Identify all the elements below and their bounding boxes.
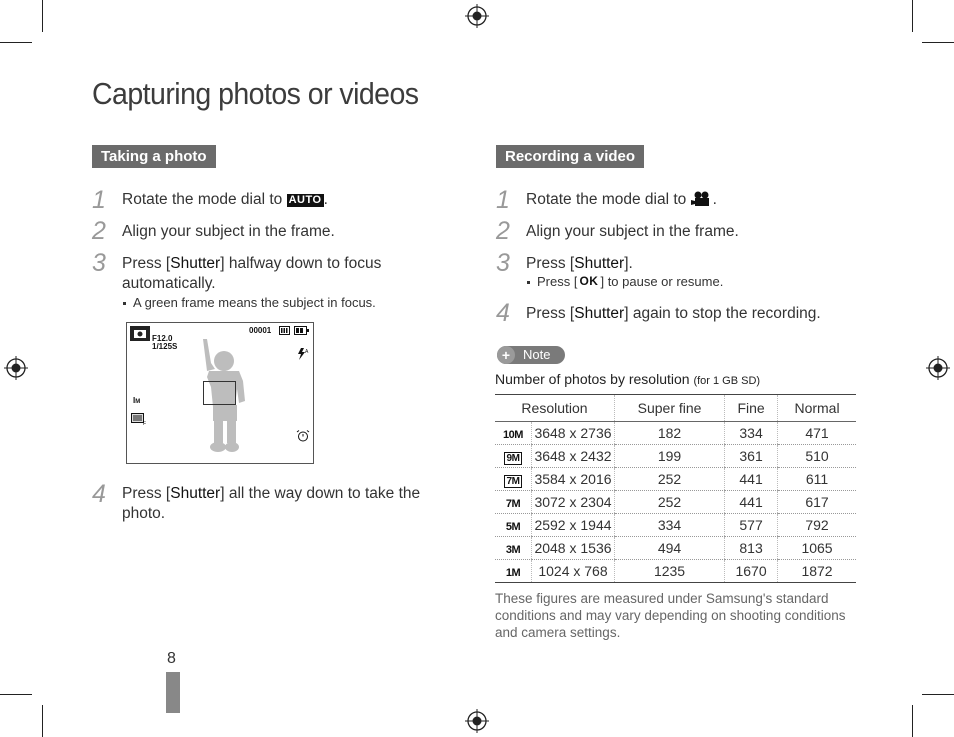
table-cell: 510 [778,445,856,468]
registration-mark-icon [926,356,950,380]
table-cell: 3584 x 2016 [532,468,615,491]
step-number: 3 [496,249,510,277]
table-cell: 471 [778,422,856,445]
flash-icon [297,348,309,360]
crop-mark [42,0,43,32]
step-number: 4 [496,299,510,327]
column-header: Resolution [495,395,615,422]
table-cell: 361 [725,445,778,468]
step-text: Align your subject in the frame. [122,223,335,240]
crop-mark [42,705,43,737]
note-label: Note [523,347,551,362]
crop-mark [0,694,32,695]
table-cell: 252 [615,491,725,514]
section-heading-video: Recording a video [496,145,644,168]
crop-mark [922,694,954,695]
table-cell: 494 [615,537,725,560]
table-cell: 577 [725,514,778,537]
table-row [495,514,856,537]
crop-mark [922,42,954,43]
step-text: Press [Shutter]. [526,255,633,272]
registration-mark-icon [4,356,28,380]
column-header: Fine [725,395,778,422]
aperture-readout: F12.0 [152,334,173,343]
ok-button-icon: OK [579,274,599,288]
table-cell: 1235 [615,560,725,583]
table-cell: 792 [778,514,856,537]
resolution-3m-icon: 3M [505,543,521,556]
table-cell: 1024 x 768 [532,560,615,583]
table-header-row [495,395,856,422]
svg-text:A: A [305,349,309,355]
plus-icon: + [497,346,515,364]
table-cell: 617 [778,491,856,514]
registration-mark-icon [465,709,489,733]
table-cell: 3648 x 2432 [532,445,615,468]
step-number: 2 [92,217,106,245]
table-cell: 334 [725,422,778,445]
table-row [495,537,856,560]
crop-mark [912,0,913,32]
resolution-10m-icon: 10M [503,428,523,441]
step-text: Align your subject in the frame. [526,223,739,240]
step-number: 2 [496,217,510,245]
page-tab [166,672,180,713]
camera-screen-illustration [126,322,314,464]
step-number: 1 [92,186,106,214]
table-cell: 2592 x 1944 [532,514,615,537]
shot-counter: 00001 [249,326,272,335]
table-cell: 3648 x 2736 [532,422,615,445]
svg-text:F: F [143,421,147,425]
camera-mode-icon [130,326,150,341]
step-bullet: Press [ OK ] to pause or resume. [527,274,723,290]
table-cell: 441 [725,468,778,491]
table-cell: 3072 x 2304 [532,491,615,514]
resolution-1m-icon: 1M [505,566,521,579]
shutter-readout: 1/125S [152,342,178,351]
table-cell: 611 [778,468,856,491]
resolution-5m-icon: 5M [505,520,521,533]
step-number: 4 [92,480,106,508]
memory-icon [279,326,290,335]
table-cell: 1670 [725,560,778,583]
step-text: Press [Shutter] again to stop the recording. [526,305,821,322]
table-row [495,491,856,514]
table-cell: 441 [725,491,778,514]
resolution-icon: IM [133,396,141,405]
page-number: 8 [167,650,176,667]
column-header: Super fine [615,395,725,422]
timer-icon [296,430,310,442]
auto-mode-icon: AUTO [288,194,322,206]
table-cell: 252 [615,468,725,491]
table-cell: 1065 [778,537,856,560]
step-number: 3 [92,249,106,277]
table-row [495,560,856,583]
step-text: Press [Shutter] halfway down to focus automatically. [122,255,382,292]
quality-icon [131,413,147,425]
video-camera-icon [691,191,713,207]
footnote: These figures are measured under Samsung's standard conditions and may vary depending on shooting conditions and camera settings. [495,591,846,640]
column-header: Normal [778,395,856,422]
resolution-7m-icon: 7M [505,497,521,510]
crop-mark [912,705,913,737]
table-cell: 2048 x 1536 [532,537,615,560]
resolution-table [495,394,856,583]
table-cell: 182 [615,422,725,445]
table-cell: 1872 [778,560,856,583]
table-row [495,468,856,491]
step-text: Rotate the mode dial to . [526,191,717,208]
table-cell: 813 [725,537,778,560]
registration-mark-icon [465,4,489,28]
page-title: Capturing photos or videos [92,76,419,111]
battery-icon [294,326,309,335]
table-cell: 199 [615,445,725,468]
step-number: 1 [496,186,510,214]
table-row [495,445,856,468]
focus-frame [203,381,236,405]
crop-mark [0,42,32,43]
table-row [495,422,856,445]
table-caption: Number of photos by resolution (for 1 GB SD) [495,371,761,387]
step-bullet: A green frame means the subject in focus. [123,295,376,311]
step-text: Rotate the mode dial to AUTO . [122,191,328,208]
section-heading-photo: Taking a photo [92,145,216,168]
table-cell: 334 [615,514,725,537]
resolution-9m-icon: 9M [504,452,523,465]
resolution-7m-wide-icon: 7M [504,475,523,488]
step-text: Press [Shutter] all the way down to take the photo. [122,485,421,522]
